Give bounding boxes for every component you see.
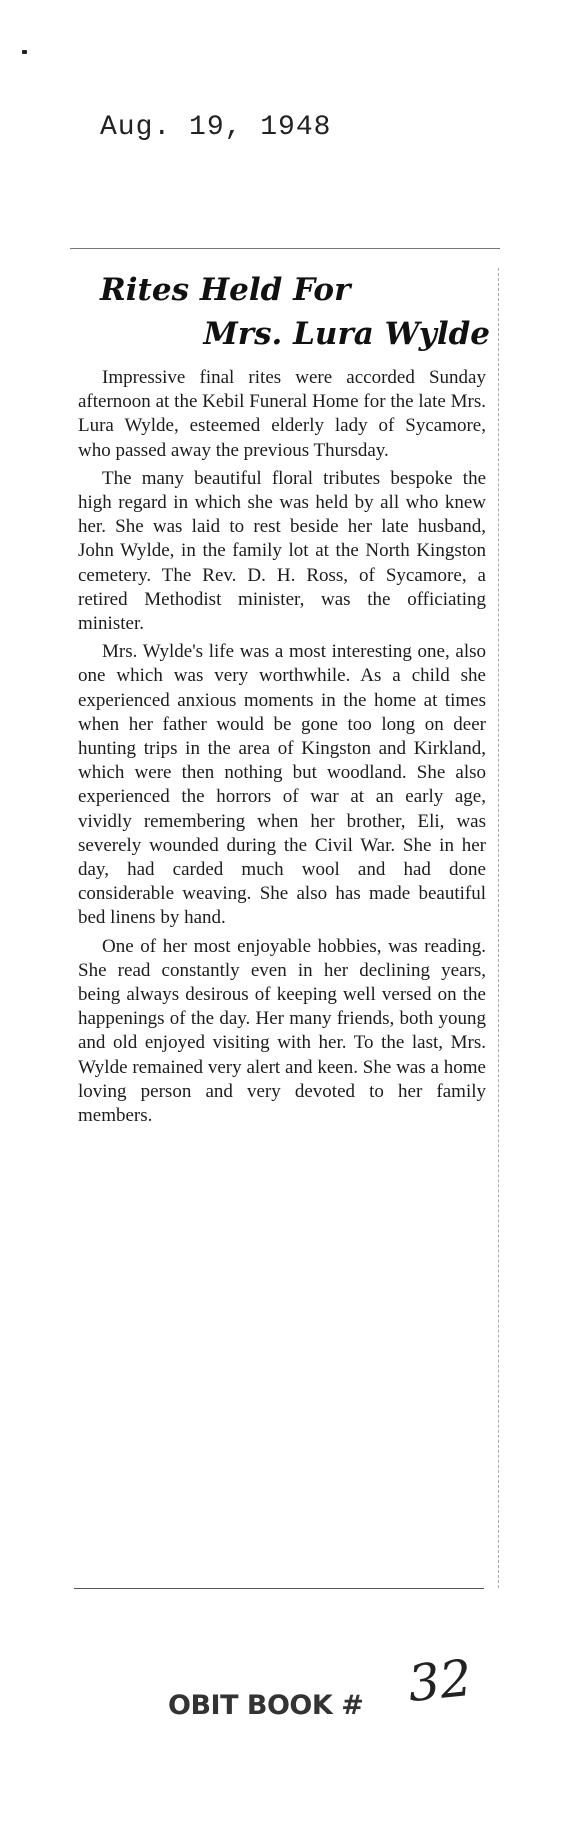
- obit-book-stamp: OBIT BOOK #: [168, 1690, 364, 1721]
- top-rule: [70, 248, 500, 249]
- headline: [90, 268, 490, 356]
- scan-speck: [22, 50, 27, 54]
- paragraph-4: One of her most enjoyable hobbies, was reading. She read constantly even in her declining years, being always desirous of keeping well versed on the happenings of the day. Her many friends, both young and old enjoyed visiting with her. To the last, Mrs. Wylde remained very alert and keen. She was a home loving person and very devoted to her family members.: [78, 935, 486, 1127]
- paragraph-1: Impressive final rites were accorded Sunday afternoon at the Kebil Funeral Home for the late Mrs. Lura Wylde, esteemed elderly lady of Sycamore, who passed away the previous Thursday.: [78, 367, 486, 461]
- paragraph-2: The many beautiful floral tributes bespoke the high regard in which she was held by all who knew her. She was laid to rest beside her late husband, John Wylde, in the family lot at the North Kingston cemetery. The Rev. D. H. Ross, of Sycamore, a retired Methodist minister, was the officiating minister.: [78, 467, 486, 635]
- paragraph-3: Mrs. Wylde's life was a most interesting one, also one which was very worthwhile. As a child she experienced anxious moments in the home at times when her father would be gone too long on deer hunting trips in the area of Kingston and Kirkland, which were then nothing but woodland. She also experienced the horrors of war at an early age, vividly remembering when her brother, Eli, was severely wounded during the Civil War. She in her day, had carded much wool and had done considerable weaving. She also has made beautiful bed linens by hand.: [78, 641, 486, 929]
- clipping-date: Aug. 19, 1948: [100, 112, 332, 143]
- newspaper-clipping: [70, 248, 500, 1593]
- handwritten-book-number: 32: [405, 1648, 475, 1714]
- article-body: [78, 366, 486, 1132]
- headline-line-1: Rites Held For: [100, 272, 351, 308]
- headline-line-2: Mrs. Lura Wylde: [203, 316, 490, 352]
- clipping-edge: [498, 268, 500, 1588]
- bottom-rule: [74, 1588, 484, 1589]
